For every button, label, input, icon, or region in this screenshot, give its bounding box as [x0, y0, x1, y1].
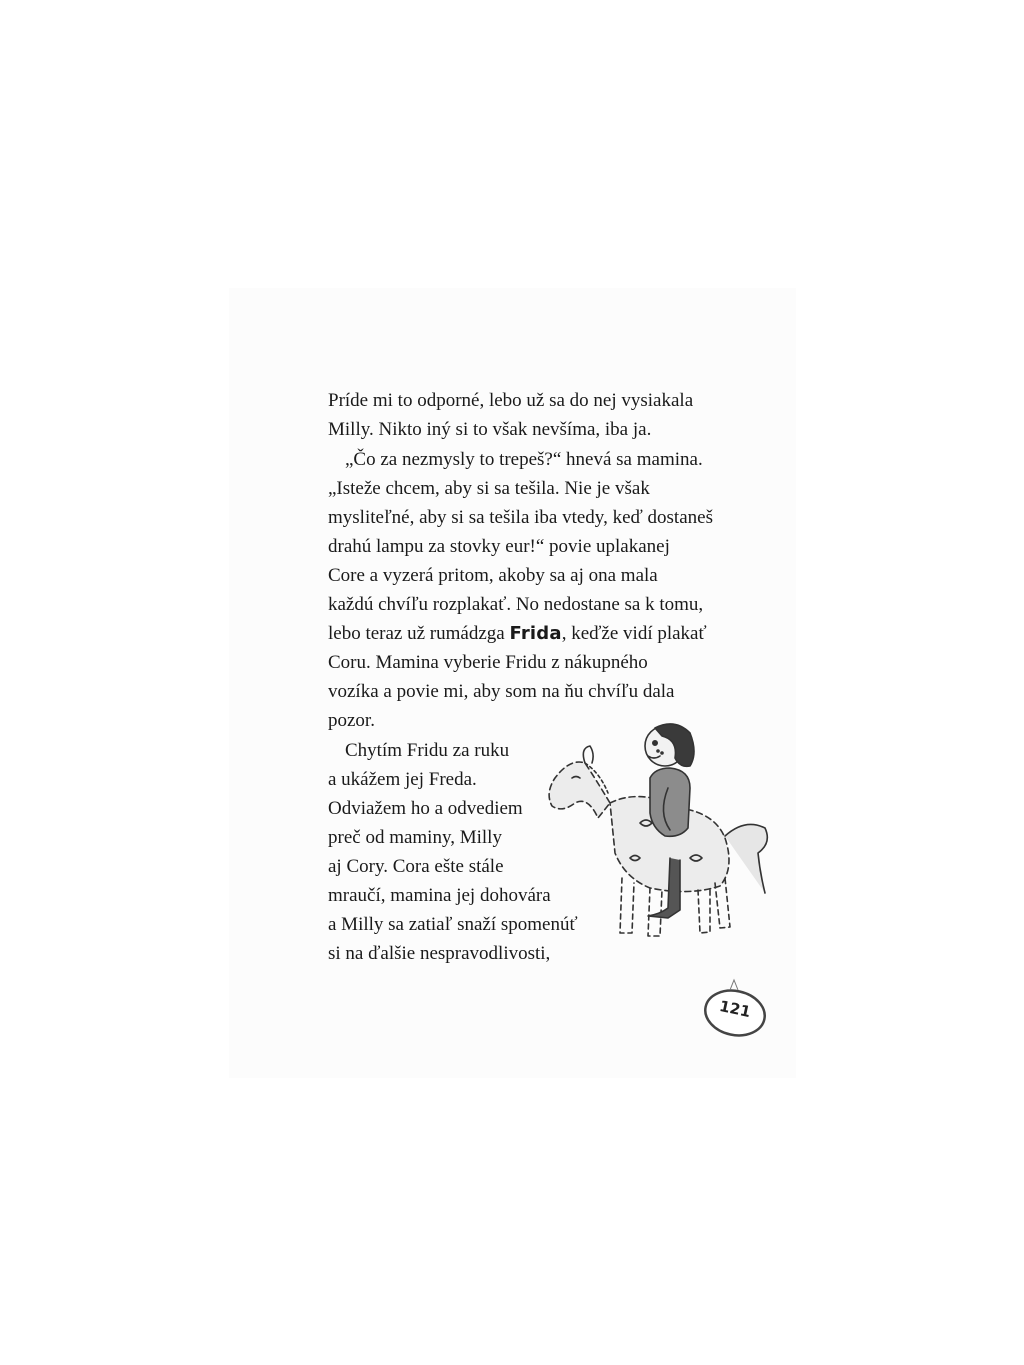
text-line-15: Odviažem ho a odvediem	[328, 798, 523, 819]
girl-on-horse-drawing	[540, 718, 780, 948]
text-line-17: aj Cory. Cora ešte stále	[328, 856, 504, 877]
text-line-9-before: lebo teraz už rumádzga	[328, 623, 510, 644]
text-line-9	[328, 619, 707, 648]
text-line-9-after: , keďže vidí plakať	[561, 623, 707, 644]
text-line-18: mraučí, mamina jej dohovára	[328, 885, 551, 906]
text-line-16: preč od maminy, Milly	[328, 827, 502, 848]
text-line-13: Chytím Fridu za ruku	[345, 740, 510, 761]
text-line-5: mysliteľné, aby si sa tešila iba vtedy, keď dostaneš	[328, 507, 713, 528]
text-line-6: drahú lampu za stovky eur!“ povie uplakanej	[328, 536, 670, 557]
text-line-3: „Čo za nezmysly to trepeš?“ hnevá sa mamina.	[345, 449, 703, 470]
text-line-19: a Milly sa zatiaľ snaží spomenúť	[328, 914, 578, 935]
text-line-11: vozíka a povie mi, aby som na ňu chvíľu dala	[328, 681, 675, 702]
text-line-14: a ukážem jej Freda.	[328, 769, 477, 790]
text-line-7: Core a vyzerá pritom, akoby sa aj ona mala	[328, 565, 658, 586]
text-line-12: pozor.	[328, 710, 375, 731]
text-line-10: Coru. Mamina vyberie Fridu z nákupného	[328, 652, 648, 673]
text-line-8: každú chvíľu rozplakať. No nedostane sa k tomu,	[328, 594, 704, 615]
text-line-1: Príde mi to odporné, lebo už sa do nej vysiakala	[328, 390, 694, 411]
text-line-4: „Isteže chcem, aby si sa tešila. Nie je však	[328, 478, 650, 499]
frida-name: Frida	[509, 623, 562, 644]
text-line-2: Milly. Nikto iný si to však nevšíma, iba ja.	[328, 419, 652, 440]
page-number: 121	[717, 996, 753, 1022]
text-line-20: si na ďalšie nespravodlivosti,	[328, 943, 551, 964]
